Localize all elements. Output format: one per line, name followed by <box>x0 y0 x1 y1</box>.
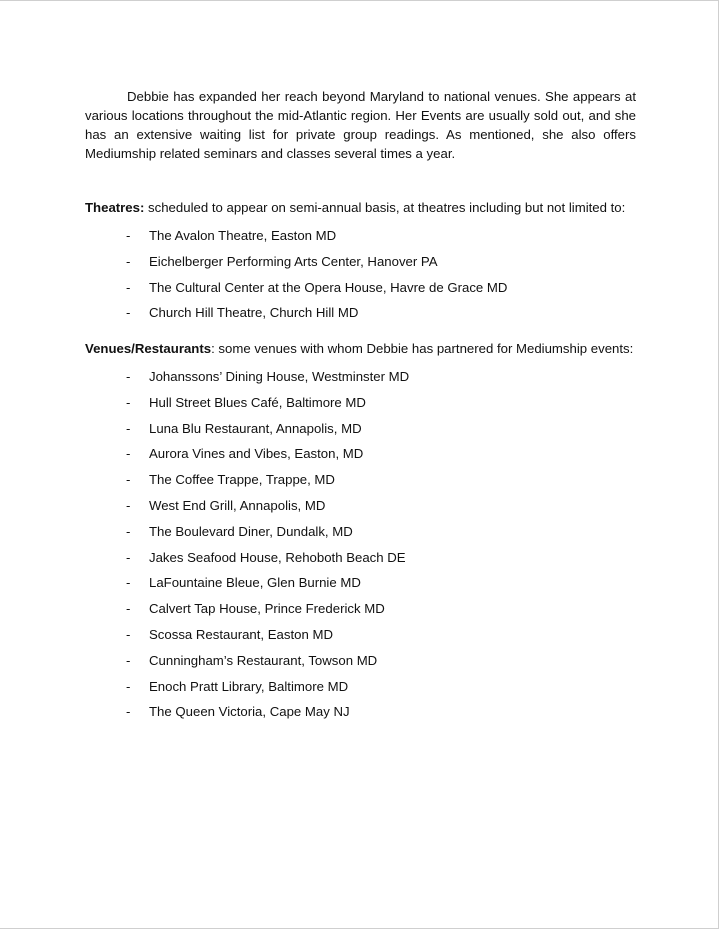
bullet-dash: - <box>126 678 131 694</box>
bullet-dash: - <box>126 279 131 295</box>
bullet-dash: - <box>126 626 131 642</box>
bullet-dash: - <box>126 549 131 565</box>
list-item-text: Johanssons’ Dining House, Westminster MD <box>149 369 410 384</box>
list-item <box>0 523 700 549</box>
theatres-heading <box>85 199 685 217</box>
venues-list <box>0 368 700 729</box>
intro-paragraph: Debbie has expanded her reach beyond Maryland to national venues. She appears at various locations throughout the mid-Atlantic region. Her Events are usually sold out, and she has an extensive waiting list for private group readings. As mentioned, she also offers Mediumship related seminars and classes several times a year. <box>85 89 636 161</box>
list-item-text: The Avalon Theatre, Easton MD <box>149 228 337 243</box>
list-item <box>0 394 700 420</box>
list-item <box>0 574 700 600</box>
list-item <box>0 279 700 305</box>
list-item <box>0 497 700 523</box>
list-item <box>0 549 700 575</box>
venues-heading-text: : some venues with whom Debbie has partnered for Mediumship events: <box>211 341 634 356</box>
bullet-dash: - <box>126 601 131 617</box>
list-item <box>0 304 700 330</box>
list-item-text: The Queen Victoria, Cape May NJ <box>149 704 350 720</box>
list-item-text: LaFountaine Bleue, Glen Burnie MD <box>149 575 361 591</box>
bullet-dash: - <box>126 652 131 668</box>
bullet-dash: - <box>126 253 131 269</box>
bullet-dash: - <box>126 446 131 462</box>
venues-heading-label: Venues/Restaurants <box>85 341 212 356</box>
list-item <box>0 600 700 626</box>
bullet-dash: - <box>126 394 131 410</box>
list-item <box>0 652 700 678</box>
list-item-text: Scossa Restaurant, Easton MD <box>149 626 333 642</box>
bullet-dash: - <box>126 420 131 436</box>
list-item-text: Calvert Tap House, Prince Frederick MD <box>149 601 385 617</box>
venues-heading <box>85 340 685 358</box>
list-item-text: Jakes Seafood House, Rehoboth Beach DE <box>149 549 406 565</box>
bullet-dash: - <box>126 497 131 513</box>
list-item-text: Aurora Vines and Vibes, Easton, MD <box>149 446 364 462</box>
bullet-dash: - <box>126 305 131 321</box>
list-item <box>0 703 700 729</box>
list-item <box>0 420 700 446</box>
bullet-dash: - <box>126 704 131 720</box>
list-item-text: The Cultural Center at the Opera House, Havre de Grace MD <box>149 279 508 295</box>
list-item <box>0 471 700 497</box>
bullet-dash: - <box>126 523 131 539</box>
list-item-text: The Boulevard Diner, Dundalk, MD <box>149 523 353 539</box>
list-item <box>0 678 700 704</box>
list-item <box>0 227 700 253</box>
list-item-text: Hull Street Blues Café, Baltimore MD <box>149 394 366 410</box>
bullet-dash: - <box>126 472 131 488</box>
bullet-dash: - <box>126 575 131 591</box>
list-item <box>0 368 700 394</box>
theatres-list <box>0 227 700 330</box>
bullet-dash: - <box>126 228 131 243</box>
list-item-text: West End Grill, Annapolis, MD <box>149 497 326 513</box>
list-item-text: Cunningham’s Restaurant, Towson MD <box>149 652 378 668</box>
list-item-text: Luna Blu Restaurant, Annapolis, MD <box>149 420 362 436</box>
list-item <box>0 253 700 279</box>
list-item-text: Church Hill Theatre, Church Hill MD <box>149 305 359 321</box>
list-item-text: The Coffee Trappe, Trappe, MD <box>149 472 335 488</box>
list-item <box>0 445 700 471</box>
bullet-dash: - <box>126 369 131 384</box>
list-item-text: Enoch Pratt Library, Baltimore MD <box>149 678 349 694</box>
list-item-text: Eichelberger Performing Arts Center, Hanover PA <box>149 253 438 269</box>
theatres-heading-text: scheduled to appear on semi-annual basis, at theatres including but not limited to: <box>144 200 626 215</box>
theatres-heading-label: Theatres: <box>85 200 145 215</box>
list-item <box>0 626 700 652</box>
